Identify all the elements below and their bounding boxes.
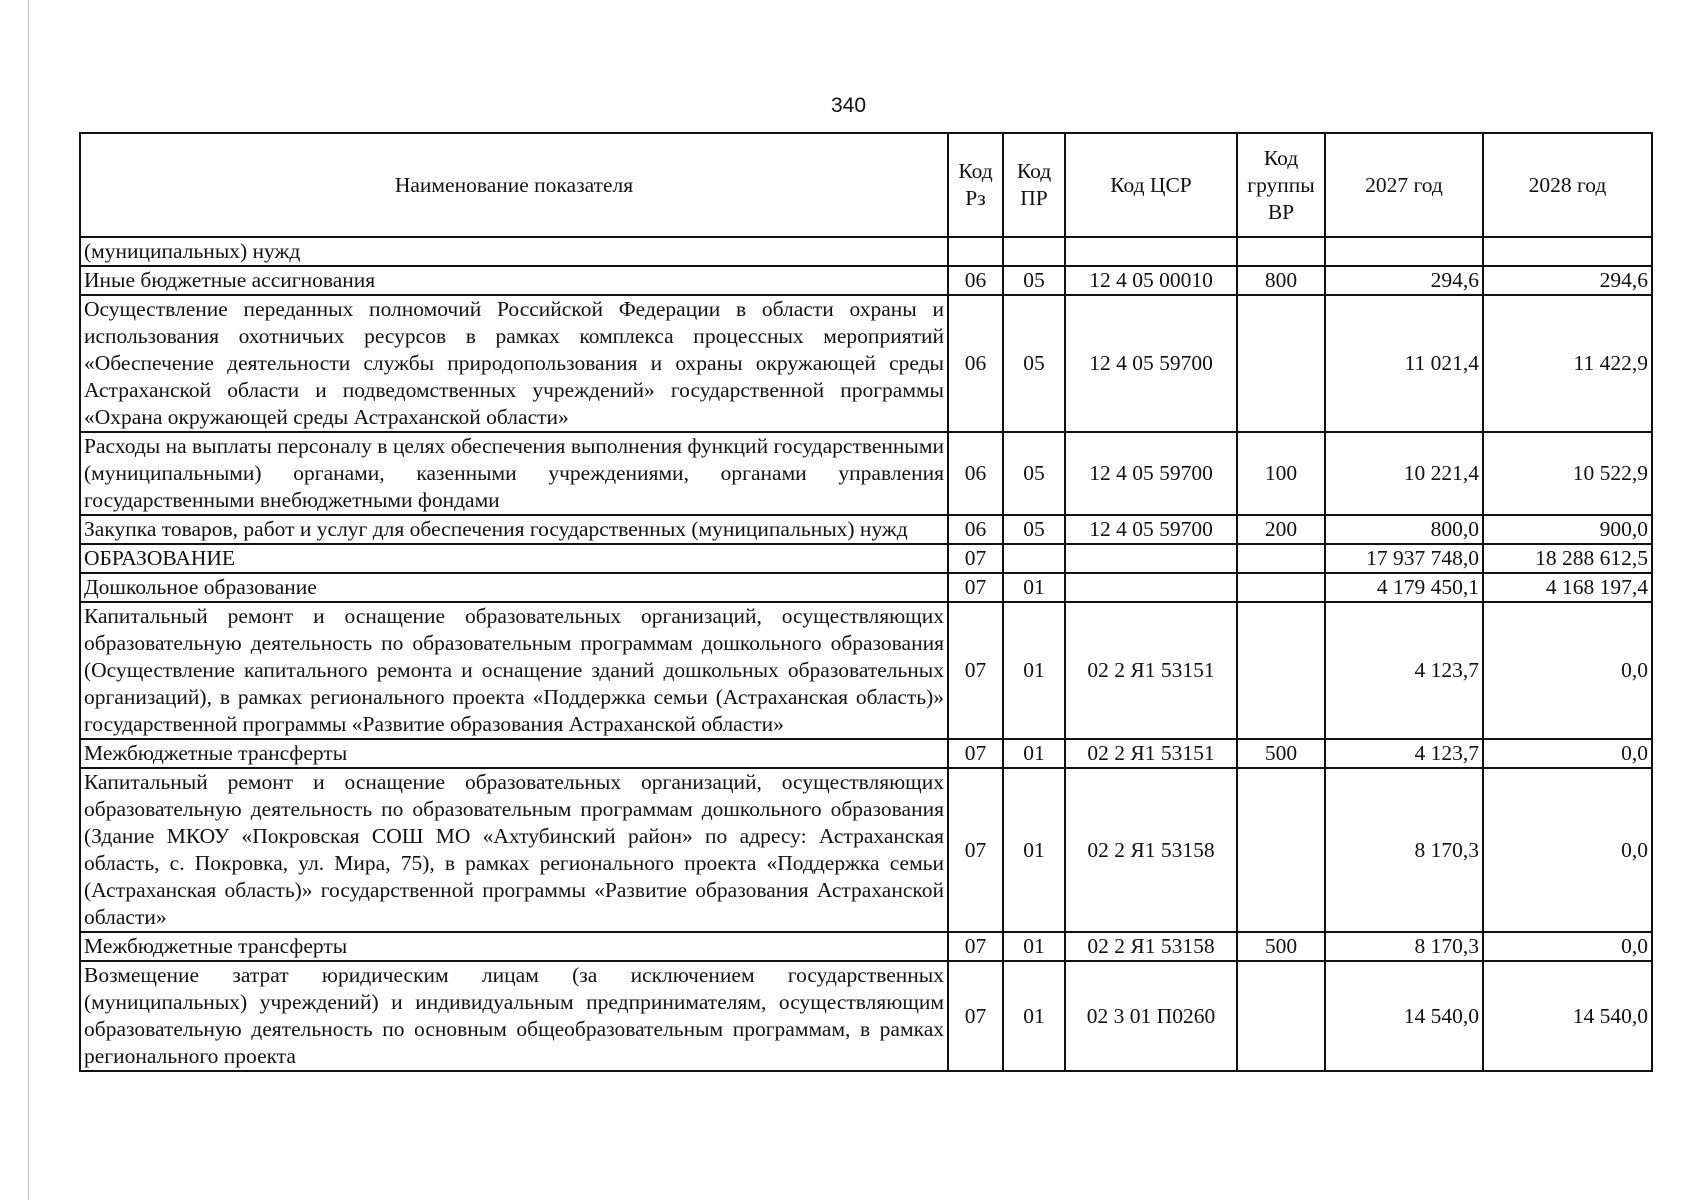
row-csr: 12 4 05 59700 — [1065, 515, 1237, 544]
row-2027: 800,0 — [1325, 515, 1483, 544]
row-vr — [1237, 295, 1325, 432]
row-vr: 100 — [1237, 432, 1325, 515]
row-2028: 14 540,0 — [1483, 961, 1652, 1071]
row-pr: 01 — [1003, 739, 1065, 768]
row-vr — [1237, 237, 1325, 266]
row-pr: 01 — [1003, 932, 1065, 961]
row-pr: 05 — [1003, 515, 1065, 544]
row-rz: 07 — [948, 768, 1003, 932]
row-pr: 01 — [1003, 768, 1065, 932]
row-vr — [1237, 602, 1325, 739]
row-2027: 11 021,4 — [1325, 295, 1483, 432]
table-row — [80, 573, 1652, 602]
row-vr — [1237, 961, 1325, 1071]
table-row — [80, 515, 1652, 544]
row-rz: 07 — [948, 739, 1003, 768]
row-2028: 900,0 — [1483, 515, 1652, 544]
row-2028: 0,0 — [1483, 739, 1652, 768]
row-2027: 294,6 — [1325, 266, 1483, 295]
row-2027: 4 123,7 — [1325, 602, 1483, 739]
table-row — [80, 432, 1652, 515]
table-row — [80, 602, 1652, 739]
row-2027: 14 540,0 — [1325, 961, 1483, 1071]
header-rz: Код Рз — [948, 133, 1003, 237]
row-name: Расходы на выплаты персоналу в целях обеспечения выполнения функций государственными (муниципальными) органами, казенными учреждениями, органами управления государственными внебюджетными фондами — [80, 432, 948, 515]
row-pr — [1003, 237, 1065, 266]
header-2027: 2027 год — [1325, 133, 1483, 237]
row-rz: 07 — [948, 932, 1003, 961]
row-pr: 05 — [1003, 432, 1065, 515]
row-name: (муниципальных) нужд — [80, 237, 948, 266]
row-name: Дошкольное образование — [80, 573, 948, 602]
row-2028: 294,6 — [1483, 266, 1652, 295]
row-pr: 05 — [1003, 266, 1065, 295]
row-csr: 02 3 01 П0260 — [1065, 961, 1237, 1071]
row-pr: 01 — [1003, 573, 1065, 602]
row-csr — [1065, 573, 1237, 602]
table-row — [80, 266, 1652, 295]
row-vr: 500 — [1237, 739, 1325, 768]
row-pr — [1003, 544, 1065, 573]
row-vr — [1237, 544, 1325, 573]
row-2028: 18 288 612,5 — [1483, 544, 1652, 573]
row-csr: 12 4 05 59700 — [1065, 432, 1237, 515]
row-2027: 8 170,3 — [1325, 932, 1483, 961]
row-rz: 06 — [948, 266, 1003, 295]
table-row — [80, 932, 1652, 961]
row-2028: 0,0 — [1483, 768, 1652, 932]
row-name: Капитальный ремонт и оснащение образовательных организаций, осуществляющих образовательную деятельность по образовательным программам дошкольного образования (Здание МКОУ «Покровская СОШ МО «Ахтубинский район» по адресу: Астраханская область, с. Покровка, ул. Мира, 75), в рамках регионального проекта «Поддержка семьи (Астраханская область)» государственной программы «Развитие образования Астраханской области» — [80, 768, 948, 932]
row-name: Межбюджетные трансферты — [80, 932, 948, 961]
row-vr: 800 — [1237, 266, 1325, 295]
table-row — [80, 544, 1652, 573]
row-name: Межбюджетные трансферты — [80, 739, 948, 768]
row-rz: 07 — [948, 544, 1003, 573]
row-vr: 200 — [1237, 515, 1325, 544]
row-2027: 4 179 450,1 — [1325, 573, 1483, 602]
row-2028: 0,0 — [1483, 932, 1652, 961]
header-vr: Код группы ВР — [1237, 133, 1325, 237]
table-row — [80, 739, 1652, 768]
row-csr: 02 2 Я1 53158 — [1065, 768, 1237, 932]
row-pr: 05 — [1003, 295, 1065, 432]
table-row — [80, 768, 1652, 932]
row-csr: 02 2 Я1 53151 — [1065, 739, 1237, 768]
row-vr — [1237, 573, 1325, 602]
row-rz: 06 — [948, 295, 1003, 432]
row-pr: 01 — [1003, 961, 1065, 1071]
row-name: Капитальный ремонт и оснащение образовательных организаций, осуществляющих образовательную деятельность по образовательным программам дошкольного образования (Осуществление капитального ремонта и оснащение зданий дошкольных образовательных организаций), в рамках регионального проекта «Поддержка семьи (Астраханская область)» государственной программы «Развитие образования Астраханской области» — [80, 602, 948, 739]
header-row — [80, 133, 1652, 237]
row-name: ОБРАЗОВАНИЕ — [80, 544, 948, 573]
row-csr: 12 4 05 00010 — [1065, 266, 1237, 295]
row-vr: 500 — [1237, 932, 1325, 961]
row-csr — [1065, 237, 1237, 266]
row-2028: 4 168 197,4 — [1483, 573, 1652, 602]
row-rz: 06 — [948, 515, 1003, 544]
row-2028: 10 522,9 — [1483, 432, 1652, 515]
header-csr: Код ЦСР — [1065, 133, 1237, 237]
row-csr: 02 2 Я1 53151 — [1065, 602, 1237, 739]
header-2028: 2028 год — [1483, 133, 1652, 237]
page-margin-line — [28, 0, 29, 1200]
row-2027: 8 170,3 — [1325, 768, 1483, 932]
row-pr: 01 — [1003, 602, 1065, 739]
row-2027: 10 221,4 — [1325, 432, 1483, 515]
row-name: Иные бюджетные ассигнования — [80, 266, 948, 295]
row-2027: 17 937 748,0 — [1325, 544, 1483, 573]
table-row — [80, 961, 1652, 1071]
header-pr: Код ПР — [1003, 133, 1065, 237]
header-name: Наименование показателя — [80, 133, 948, 237]
row-rz: 07 — [948, 602, 1003, 739]
row-vr — [1237, 768, 1325, 932]
row-csr: 02 2 Я1 53158 — [1065, 932, 1237, 961]
row-2028: 0,0 — [1483, 602, 1652, 739]
row-name: Осуществление переданных полномочий Российской Федерации в области охраны и использования охотничьих ресурсов в рамках комплекса процессных мероприятий «Обеспечение деятельности службы природопользования и охраны окружающей среды Астраханской области и подведомственных учреждений» государственной программы «Охрана окружающей среды Астраханской области» — [80, 295, 948, 432]
row-2027: 4 123,7 — [1325, 739, 1483, 768]
row-2028: 11 422,9 — [1483, 295, 1652, 432]
row-rz: 06 — [948, 432, 1003, 515]
row-name: Закупка товаров, работ и услуг для обеспечения государственных (муниципальных) нужд — [80, 515, 948, 544]
table-row — [80, 237, 1652, 266]
row-csr — [1065, 544, 1237, 573]
page-number: 340 — [830, 94, 867, 117]
row-csr: 12 4 05 59700 — [1065, 295, 1237, 432]
budget-table — [79, 132, 1653, 1072]
row-rz — [948, 237, 1003, 266]
row-2028 — [1483, 237, 1652, 266]
row-rz: 07 — [948, 573, 1003, 602]
row-name: Возмещение затрат юридическим лицам (за исключением государственных (муниципальных) учреждений) и индивидуальным предпринимателям, осуществляющим образовательную деятельность по основным общеобразовательным программам, в рамках регионального проекта — [80, 961, 948, 1071]
table-row — [80, 295, 1652, 432]
row-2027 — [1325, 237, 1483, 266]
row-rz: 07 — [948, 961, 1003, 1071]
